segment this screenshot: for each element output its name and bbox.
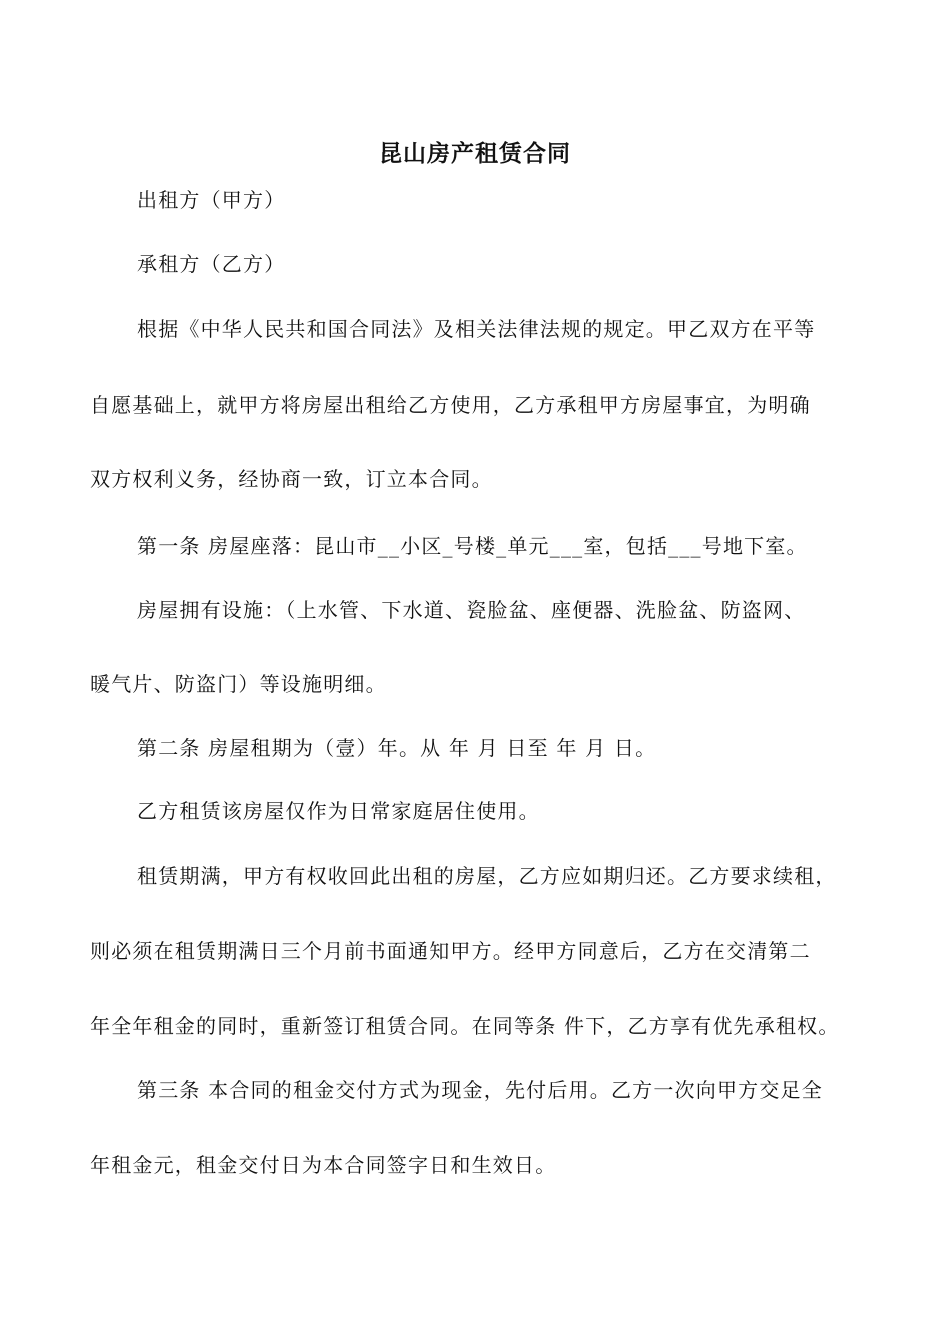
lessee-line: 承租方（乙方） xyxy=(137,252,286,276)
article-3-payment-line-1: 第三条 本合同的租金交付方式为现金，先付后用。乙方一次向甲方交足全 xyxy=(137,1078,823,1102)
preamble-line-1: 根据《中华人民共和国合同法》及相关法律法规的规定。甲乙双方在平等 xyxy=(137,317,816,341)
preamble-line-3: 双方权利义务，经协商一致，订立本合同。 xyxy=(90,467,493,491)
article-3-payment-line-2: 年租金元，租金交付日为本合同签字日和生效日。 xyxy=(90,1153,557,1177)
usage-line: 乙方租赁该房屋仅作为日常家庭居住使用。 xyxy=(137,799,540,823)
lessor-line: 出租方（甲方） xyxy=(137,188,286,212)
preamble-line-2: 自愿基础上，就甲方将房屋出租给乙方使用，乙方承租甲方房屋事宜，为明确 xyxy=(90,393,811,417)
renewal-line-2: 则必须在租赁期满日三个月前书面通知甲方。经甲方同意后，乙方在交清第二 xyxy=(90,939,811,963)
article-1-location: 第一条 房屋座落：昆山市__小区_号楼_单元___室，包括___号地下室。 xyxy=(137,534,808,558)
document-title: 昆山房产租赁合同 xyxy=(379,140,571,167)
facilities-line-1: 房屋拥有设施：（上水管、下水道、瓷脸盆、座便器、洗脸盆、防盗网、 xyxy=(137,598,806,622)
article-2-term: 第二条 房屋租期为（壹）年。从 年 月 日至 年 月 日。 xyxy=(137,736,657,760)
renewal-line-3: 年全年租金的同时，重新签订租赁合同。在同等条 件下，乙方享有优先承租权。 xyxy=(90,1014,840,1038)
facilities-line-2: 暖气片、防盗门）等设施明细。 xyxy=(90,672,387,696)
renewal-line-1: 租赁期满，甲方有权收回此出租的房屋，乙方应如期归还。乙方要求续租， xyxy=(137,864,837,888)
